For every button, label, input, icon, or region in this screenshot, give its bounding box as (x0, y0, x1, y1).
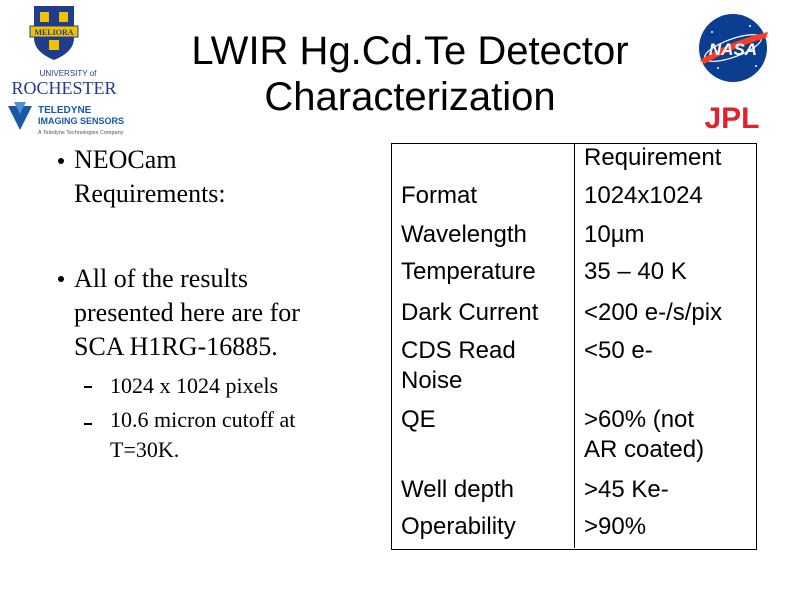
bullet-dot-icon (58, 158, 64, 164)
jpl-logo (692, 100, 772, 134)
sub-bullet-line: 1024 x 1024 pixels (110, 373, 279, 398)
sub-bullet-line: 10.6 micron cutoff at (110, 407, 296, 432)
university-of-rochester-logo (6, 4, 126, 100)
table-value-format: 1024x1024 (584, 182, 703, 209)
table-value-cds-read-noise: <50 e- (584, 337, 653, 364)
table-value-temperature: 35 – 40 K (584, 258, 687, 285)
title-line-2: Characterization (264, 75, 556, 119)
table-header-requirement: Requirement (584, 144, 722, 171)
table-value-line: >60% (not (584, 406, 695, 433)
teledyne-tagline-text: A Teledyne Technologies Company (38, 130, 124, 136)
table-value-dark-current: <200 e-/s/pix (584, 299, 723, 326)
teledyne-name-text: TELEDYNE (38, 105, 92, 116)
table-column-divider (574, 143, 575, 548)
rochester-university-of-text: UNIVERSITY of (39, 69, 97, 78)
sub-bullet-line: T=30K. (110, 437, 180, 462)
table-param-dark-current: Dark Current (401, 299, 539, 326)
bullet-line: presented here are for (74, 298, 300, 327)
table-param-cds-read-noise (401, 336, 516, 396)
jpl-wordmark-icon (692, 100, 772, 134)
bullet-results (74, 262, 300, 364)
table-value-well-depth: >45 Ke- (584, 476, 669, 503)
bullet-line: NEOCam (74, 145, 177, 174)
table-param-qe: QE (401, 406, 436, 433)
nasa-meatball-icon (692, 10, 774, 86)
table-param-wavelength: Wavelength (401, 221, 527, 248)
table-value-wavelength: 10µm (584, 221, 645, 248)
table-param-line: Noise (401, 367, 463, 394)
bullet-neocam (74, 143, 226, 211)
table-value-qe (584, 405, 704, 465)
slide-title (150, 28, 670, 120)
sub-bullet-cutoff (110, 405, 295, 465)
table-param-well-depth: Well depth (401, 476, 514, 503)
teledyne-triangle-icon (6, 100, 156, 138)
sub-bullet-dash-icon (84, 423, 92, 425)
jpl-text: JPL (704, 102, 760, 134)
rochester-shield-icon (6, 4, 126, 100)
table-param-operability: Operability (401, 513, 516, 540)
teledyne-subtitle-text: IMAGING SENSORS (38, 116, 125, 126)
sub-bullet-dash-icon (84, 386, 92, 388)
table-value-line: AR coated) (584, 436, 705, 463)
title-line-1: LWIR Hg.Cd.Te Detector (191, 29, 629, 73)
rochester-banner-text: MELIORA (34, 28, 74, 37)
table-value-operability: >90% (584, 513, 647, 540)
teledyne-imaging-sensors-logo (6, 100, 156, 138)
bullet-line: SCA H1RG-16885. (74, 332, 278, 361)
sub-bullet-pixels (110, 368, 278, 404)
table-param-line: CDS Read (401, 337, 516, 364)
rochester-name-text: ROCHESTER (11, 78, 117, 98)
table-param-temperature: Temperature (401, 258, 536, 285)
table-param-format: Format (401, 182, 478, 209)
bullet-dot-icon (58, 276, 64, 282)
bullet-line: Requirements: (74, 179, 226, 208)
nasa-text: NASA (708, 40, 758, 59)
nasa-logo (692, 10, 774, 86)
bullet-line: All of the results (74, 264, 249, 293)
